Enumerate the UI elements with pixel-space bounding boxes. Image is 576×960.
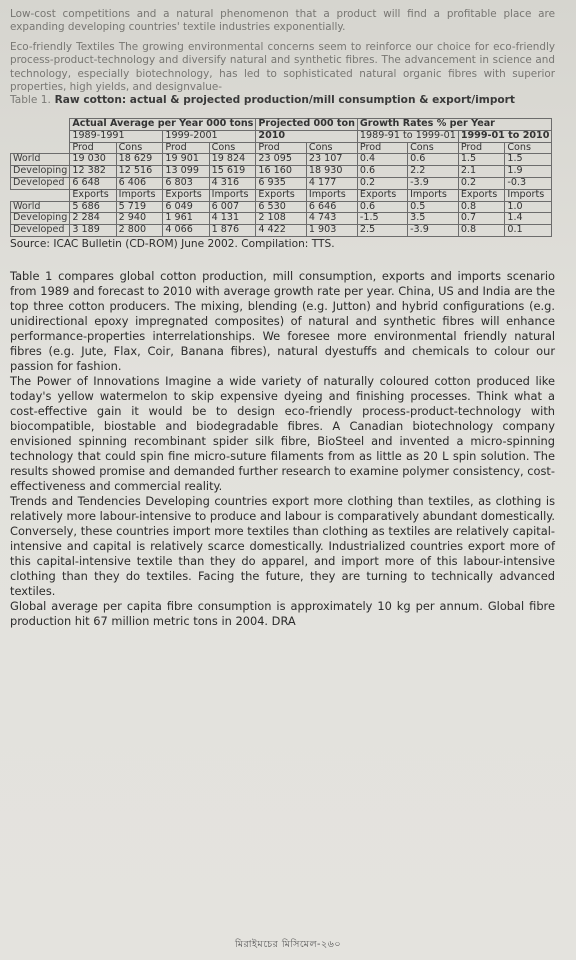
table-cell: 15 619	[209, 166, 256, 178]
table-cell: 0.2	[357, 178, 407, 190]
period-1999-2001: 1999-2001	[163, 130, 256, 142]
table-cell: 0.4	[357, 154, 407, 166]
prod-cons-block	[11, 142, 552, 189]
table-row	[11, 213, 552, 225]
table-cell: 2 284	[70, 213, 116, 225]
table-row	[11, 225, 552, 237]
table-cell: 1.9	[505, 166, 552, 178]
body-paragraph: Global average per capita fibre consumption is approximately 10 kg per annum. Global fibre production hit 67 million metric tons in 2004. DRA	[10, 599, 555, 628]
row-label: Developed	[11, 178, 70, 190]
header-actual: Actual Average per Year 000 tons	[70, 119, 256, 131]
row-label: World	[11, 201, 70, 213]
table-cell: 4 422	[256, 225, 306, 237]
subheader-cell: Cons	[116, 142, 163, 154]
table-cell: 1.5	[458, 154, 505, 166]
table-cell: 23 107	[306, 154, 357, 166]
subheader-cell: Cons	[505, 142, 552, 154]
subheader-cell: Cons	[408, 142, 459, 154]
table-cell: 1.4	[505, 213, 552, 225]
cotton-table	[10, 118, 552, 237]
table-cell: -3.9	[408, 178, 459, 190]
table-cell: 6 406	[116, 178, 163, 190]
table-row	[11, 166, 552, 178]
table-cell: 13 099	[163, 166, 209, 178]
table-period-row	[11, 130, 552, 142]
table-caption	[10, 94, 555, 108]
subheader-cell: Exports	[163, 189, 209, 201]
subheader-cell: Prod	[357, 142, 407, 154]
body-text	[10, 269, 555, 629]
table-row	[11, 178, 552, 190]
subheader-cell: Prod	[163, 142, 209, 154]
table-cell: 3.5	[408, 213, 459, 225]
table-header-row	[11, 119, 552, 131]
table-cell: 19 030	[70, 154, 116, 166]
table-cell: -1.5	[357, 213, 407, 225]
subheader-cell: Imports	[306, 189, 357, 201]
table-cell: 0.5	[408, 201, 459, 213]
export-import-block	[11, 189, 552, 236]
page-footer: মিরাইমচের মিসিমেল-২৬০	[235, 939, 341, 950]
table-cell: 19 824	[209, 154, 256, 166]
eco-textiles-paragraph: Eco-friendly Textiles The growing environmental concerns seem to reinforce our choice for eco-friendly process-product-technology and diversify natural and synthetic fibres. The advancement in science and technology, especially biotechnology, has led to sophisticated natural organic fibres with superior properties, high yields, and designvalue-	[10, 40, 555, 94]
table-cell: 0.1	[505, 225, 552, 237]
table-cell: 12 382	[70, 166, 116, 178]
table-cell: 6 007	[209, 201, 256, 213]
period-2010: 2010	[256, 130, 358, 142]
table-cell: 16 160	[256, 166, 306, 178]
subheader-cell: Exports	[256, 189, 306, 201]
body-paragraph: The Power of Innovations Imagine a wide variety of naturally coloured cotton produced like today's yellow watermelon to skip expensive dyeing and finishing processes. Think what a cost-effective gain it would be to design eco-friendly process-product-technology with biocompatible, biostable and biodegradable fibres. A Canadian biotechnology company envisioned spinning recombinant spider silk fibre, BioSteel and invented a micro-spinning technology that could spin fine micro-suture filaments from as little as 20 L spin solution. The results showed promise and demanded further research to examine polymer consistency, cost-effectiveness and commercial reality.	[10, 374, 555, 493]
growth-period-2: 1999-01 to 2010	[458, 130, 552, 142]
intro-paragraph: Low-cost competitions and a natural phenomenon that a product will find a profitable place are expanding developing countries' textile industries exponentially.	[10, 8, 555, 34]
subheader-cell: Prod	[70, 142, 116, 154]
table-cell: 4 743	[306, 213, 357, 225]
table-cell: 2 108	[256, 213, 306, 225]
subheader-cell: Cons	[209, 142, 256, 154]
table-cell: 0.6	[357, 201, 407, 213]
growth-period-1: 1989-91 to 1999-01	[357, 130, 458, 142]
table-row	[11, 154, 552, 166]
table-subheader-row	[11, 189, 552, 201]
table-cell: 18 629	[116, 154, 163, 166]
row-label: Developing	[11, 213, 70, 225]
text-column	[10, 8, 555, 629]
table-title: Raw cotton: actual & projected production/mill consumption & export/import	[54, 94, 515, 107]
table-cell: 0.6	[408, 154, 459, 166]
subheader-cell: Imports	[505, 189, 552, 201]
header-projected: Projected 000 ton	[256, 119, 358, 131]
body-paragraph: Table 1 compares global cotton production, mill consumption, exports and imports scenario from 1989 and forecast to 2010 with average growth rate per year. China, US and India are the top three cotton producers. The mixing, blending (e.g. Jutton) and hybrid configurations (e.g. unidirectional epoxy impregnated composites) of natural and synthetic fibres will enhance performance-properties interrelationships. We foresee more environmental friendly natural fibres (e.g. Jute, Flax, Coir, Banana fibres), natural dyestuffs and chemicals to colour our passion for fashion.	[10, 269, 555, 373]
table-cell: 2 940	[116, 213, 163, 225]
table-cell: 1 876	[209, 225, 256, 237]
table-cell: 6 648	[70, 178, 116, 190]
table-cell: 4 131	[209, 213, 256, 225]
table-cell: 6 646	[306, 201, 357, 213]
table-cell: 0.7	[458, 213, 505, 225]
subheader-cell: Prod	[256, 142, 306, 154]
table-cell: 2 800	[116, 225, 163, 237]
subheader-cell: Imports	[209, 189, 256, 201]
table-cell: 5 686	[70, 201, 116, 213]
table-cell: 6 935	[256, 178, 306, 190]
table-cell: 4 177	[306, 178, 357, 190]
table-cell: 3 189	[70, 225, 116, 237]
table-cell: 19 901	[163, 154, 209, 166]
table-cell: 5 719	[116, 201, 163, 213]
subheader-cell: Prod	[458, 142, 505, 154]
table-cell: 6 530	[256, 201, 306, 213]
table-subheader-row	[11, 142, 552, 154]
table-cell: 12 516	[116, 166, 163, 178]
subheader-cell: Cons	[306, 142, 357, 154]
table-cell: 6 803	[163, 178, 209, 190]
table-source: Source: ICAC Bulletin (CD-ROM) June 2002. Compilation: TTS.	[10, 238, 335, 250]
table-cell: 0.2	[458, 178, 505, 190]
subheader-cell: Exports	[357, 189, 407, 201]
table-row	[11, 201, 552, 213]
row-label: Developing	[11, 166, 70, 178]
table-label: Table 1.	[10, 94, 51, 107]
table-cell: 0.6	[357, 166, 407, 178]
table-cell: 18 930	[306, 166, 357, 178]
table-cell: -3.9	[408, 225, 459, 237]
table-cell: 1.5	[505, 154, 552, 166]
subheader-cell: Exports	[458, 189, 505, 201]
table-cell: 2.1	[458, 166, 505, 178]
row-label: Developed	[11, 225, 70, 237]
subheader-cell: Imports	[116, 189, 163, 201]
table-cell: 0.8	[458, 225, 505, 237]
subheader-cell: Exports	[70, 189, 116, 201]
table-cell: 23 095	[256, 154, 306, 166]
row-label: World	[11, 154, 70, 166]
table-cell: 1 961	[163, 213, 209, 225]
table-cell: 0.8	[458, 201, 505, 213]
header-growth: Growth Rates % per Year	[357, 119, 552, 131]
subheader-cell: Imports	[408, 189, 459, 201]
table-cell: 1.0	[505, 201, 552, 213]
table-cell: -0.3	[505, 178, 552, 190]
table-cell: 2.2	[408, 166, 459, 178]
period-1989-1991: 1989-1991	[70, 130, 163, 142]
table-cell: 4 316	[209, 178, 256, 190]
table-cell: 6 049	[163, 201, 209, 213]
table-cell: 2.5	[357, 225, 407, 237]
body-paragraph: Trends and Tendencies Developing countries export more clothing than textiles, as clothing is relatively more labour-intensive to produce and labour is comparatively abundant domestically. Conversely, these countries import more textiles than clothing as textiles are relatively capital-intensive and capital is relatively scarce domestically. Industrialized countries export more of this capital-intensive textile than they do apparel, and import more of this labour-intensive clothing than they do textiles. Facing the future, they are turning to technically advanced textiles.	[10, 494, 555, 598]
table-cell: 1 903	[306, 225, 357, 237]
table-cell: 4 066	[163, 225, 209, 237]
